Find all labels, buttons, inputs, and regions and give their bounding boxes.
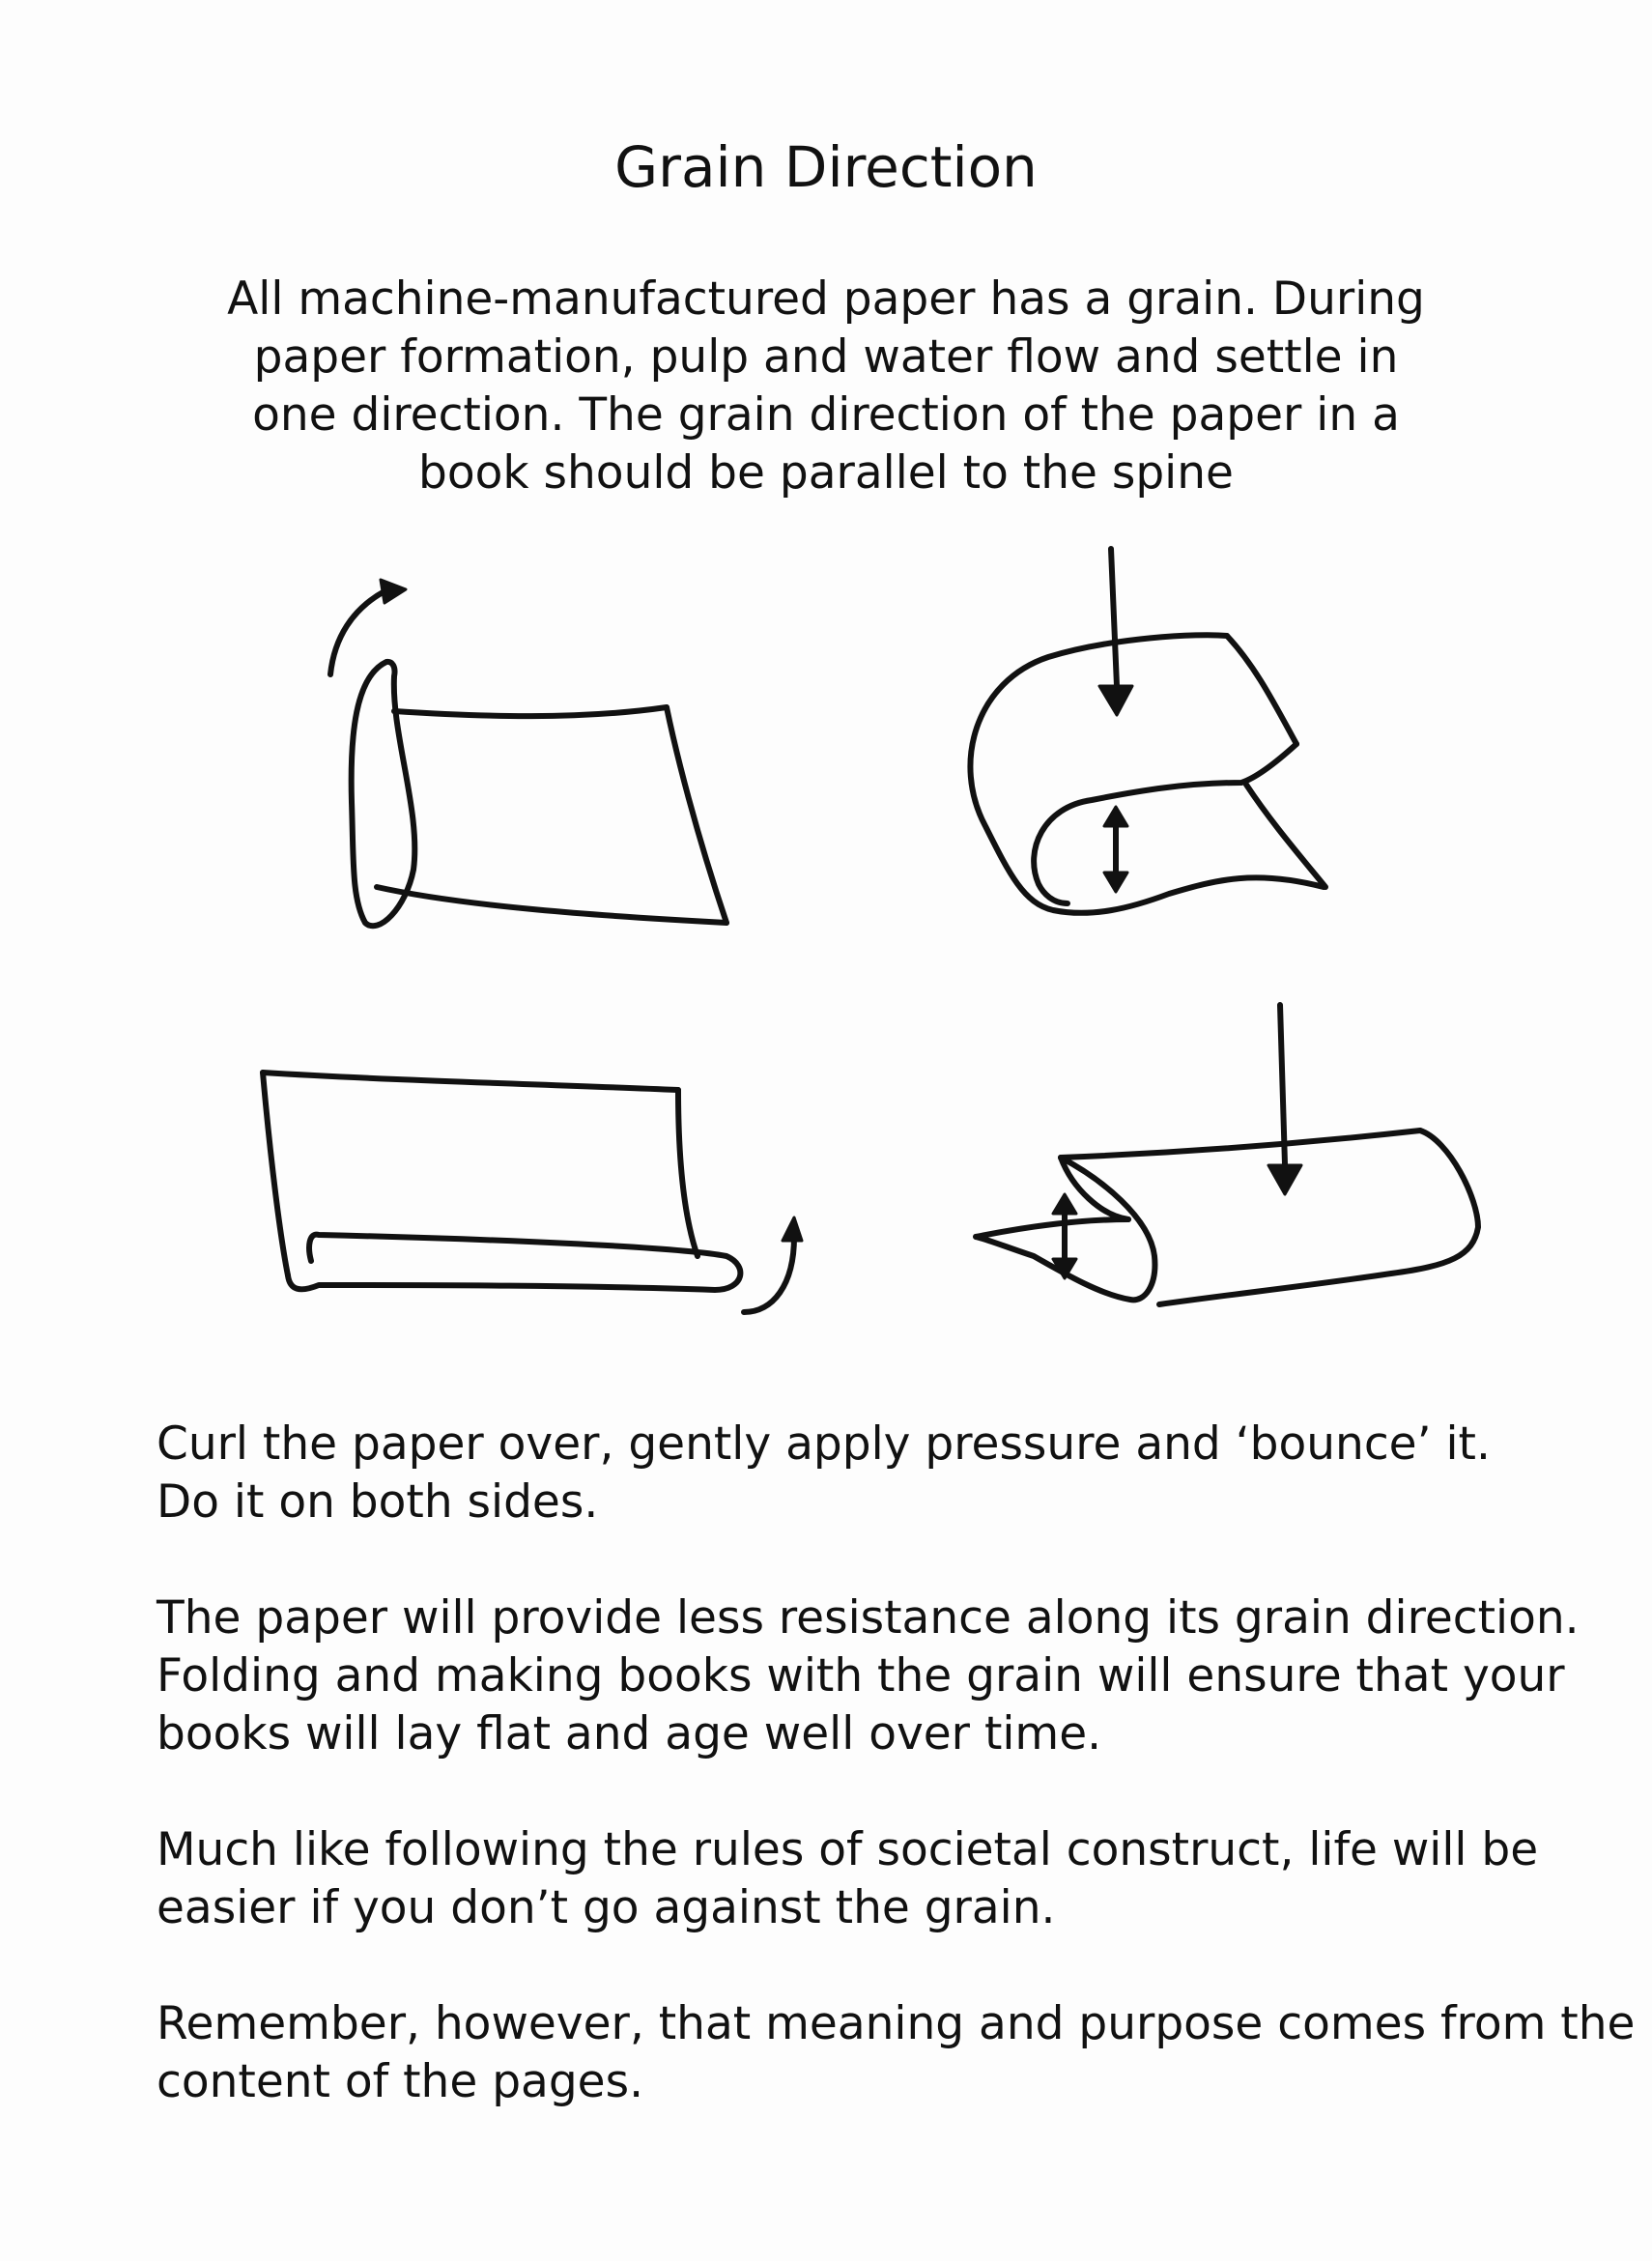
- text-line: Much like following the rules of societal construct, life will be: [157, 1823, 1539, 1876]
- metaphor-paragraph: [157, 1821, 1586, 1937]
- paper-rolled-pressed-down: [976, 1005, 1478, 1304]
- text-line: easier if you don’t go against the grain.: [157, 1881, 1056, 1934]
- text-line: Do it on both sides.: [157, 1475, 599, 1529]
- paper-folded-over-pressed-down: [970, 549, 1325, 913]
- intro-line: paper formation, pulp and water flow and settle in: [253, 330, 1399, 384]
- curved-up-arrow-icon: [744, 1237, 794, 1312]
- grain-explanation-paragraph: [157, 1589, 1586, 1763]
- grain-diagrams: [0, 522, 1652, 1343]
- down-arrow-icon: [1280, 1005, 1285, 1164]
- intro-line: All machine-manufactured paper has a grain. During: [227, 272, 1425, 326]
- paper-curled-bottom-edge: [263, 1073, 802, 1312]
- text-line: The paper will provide less resistance along its grain direction.: [157, 1591, 1580, 1645]
- intro-line: one direction. The grain direction of the paper in a: [252, 388, 1400, 442]
- text-line: Curl the paper over, gently apply pressure and ‘bounce’ it.: [157, 1417, 1491, 1471]
- text-line: Remember, however, that meaning and purpose comes from the: [157, 1997, 1636, 2050]
- closing-paragraph: [157, 1995, 1636, 2111]
- text-line: Folding and making books with the grain will ensure that your: [157, 1649, 1565, 1703]
- intro-line: book should be parallel to the spine: [418, 446, 1234, 500]
- paper-curled-left-edge: [330, 580, 726, 926]
- page-title: Grain Direction: [614, 134, 1038, 200]
- instruction-paragraph: [157, 1416, 1586, 1531]
- text-line: content of the pages.: [157, 2055, 644, 2108]
- curved-up-arrow-icon: [330, 591, 385, 674]
- intro-paragraph: [222, 271, 1430, 502]
- text-line: books will lay flat and age well over time.: [157, 1707, 1102, 1760]
- down-arrow-icon: [1111, 549, 1117, 686]
